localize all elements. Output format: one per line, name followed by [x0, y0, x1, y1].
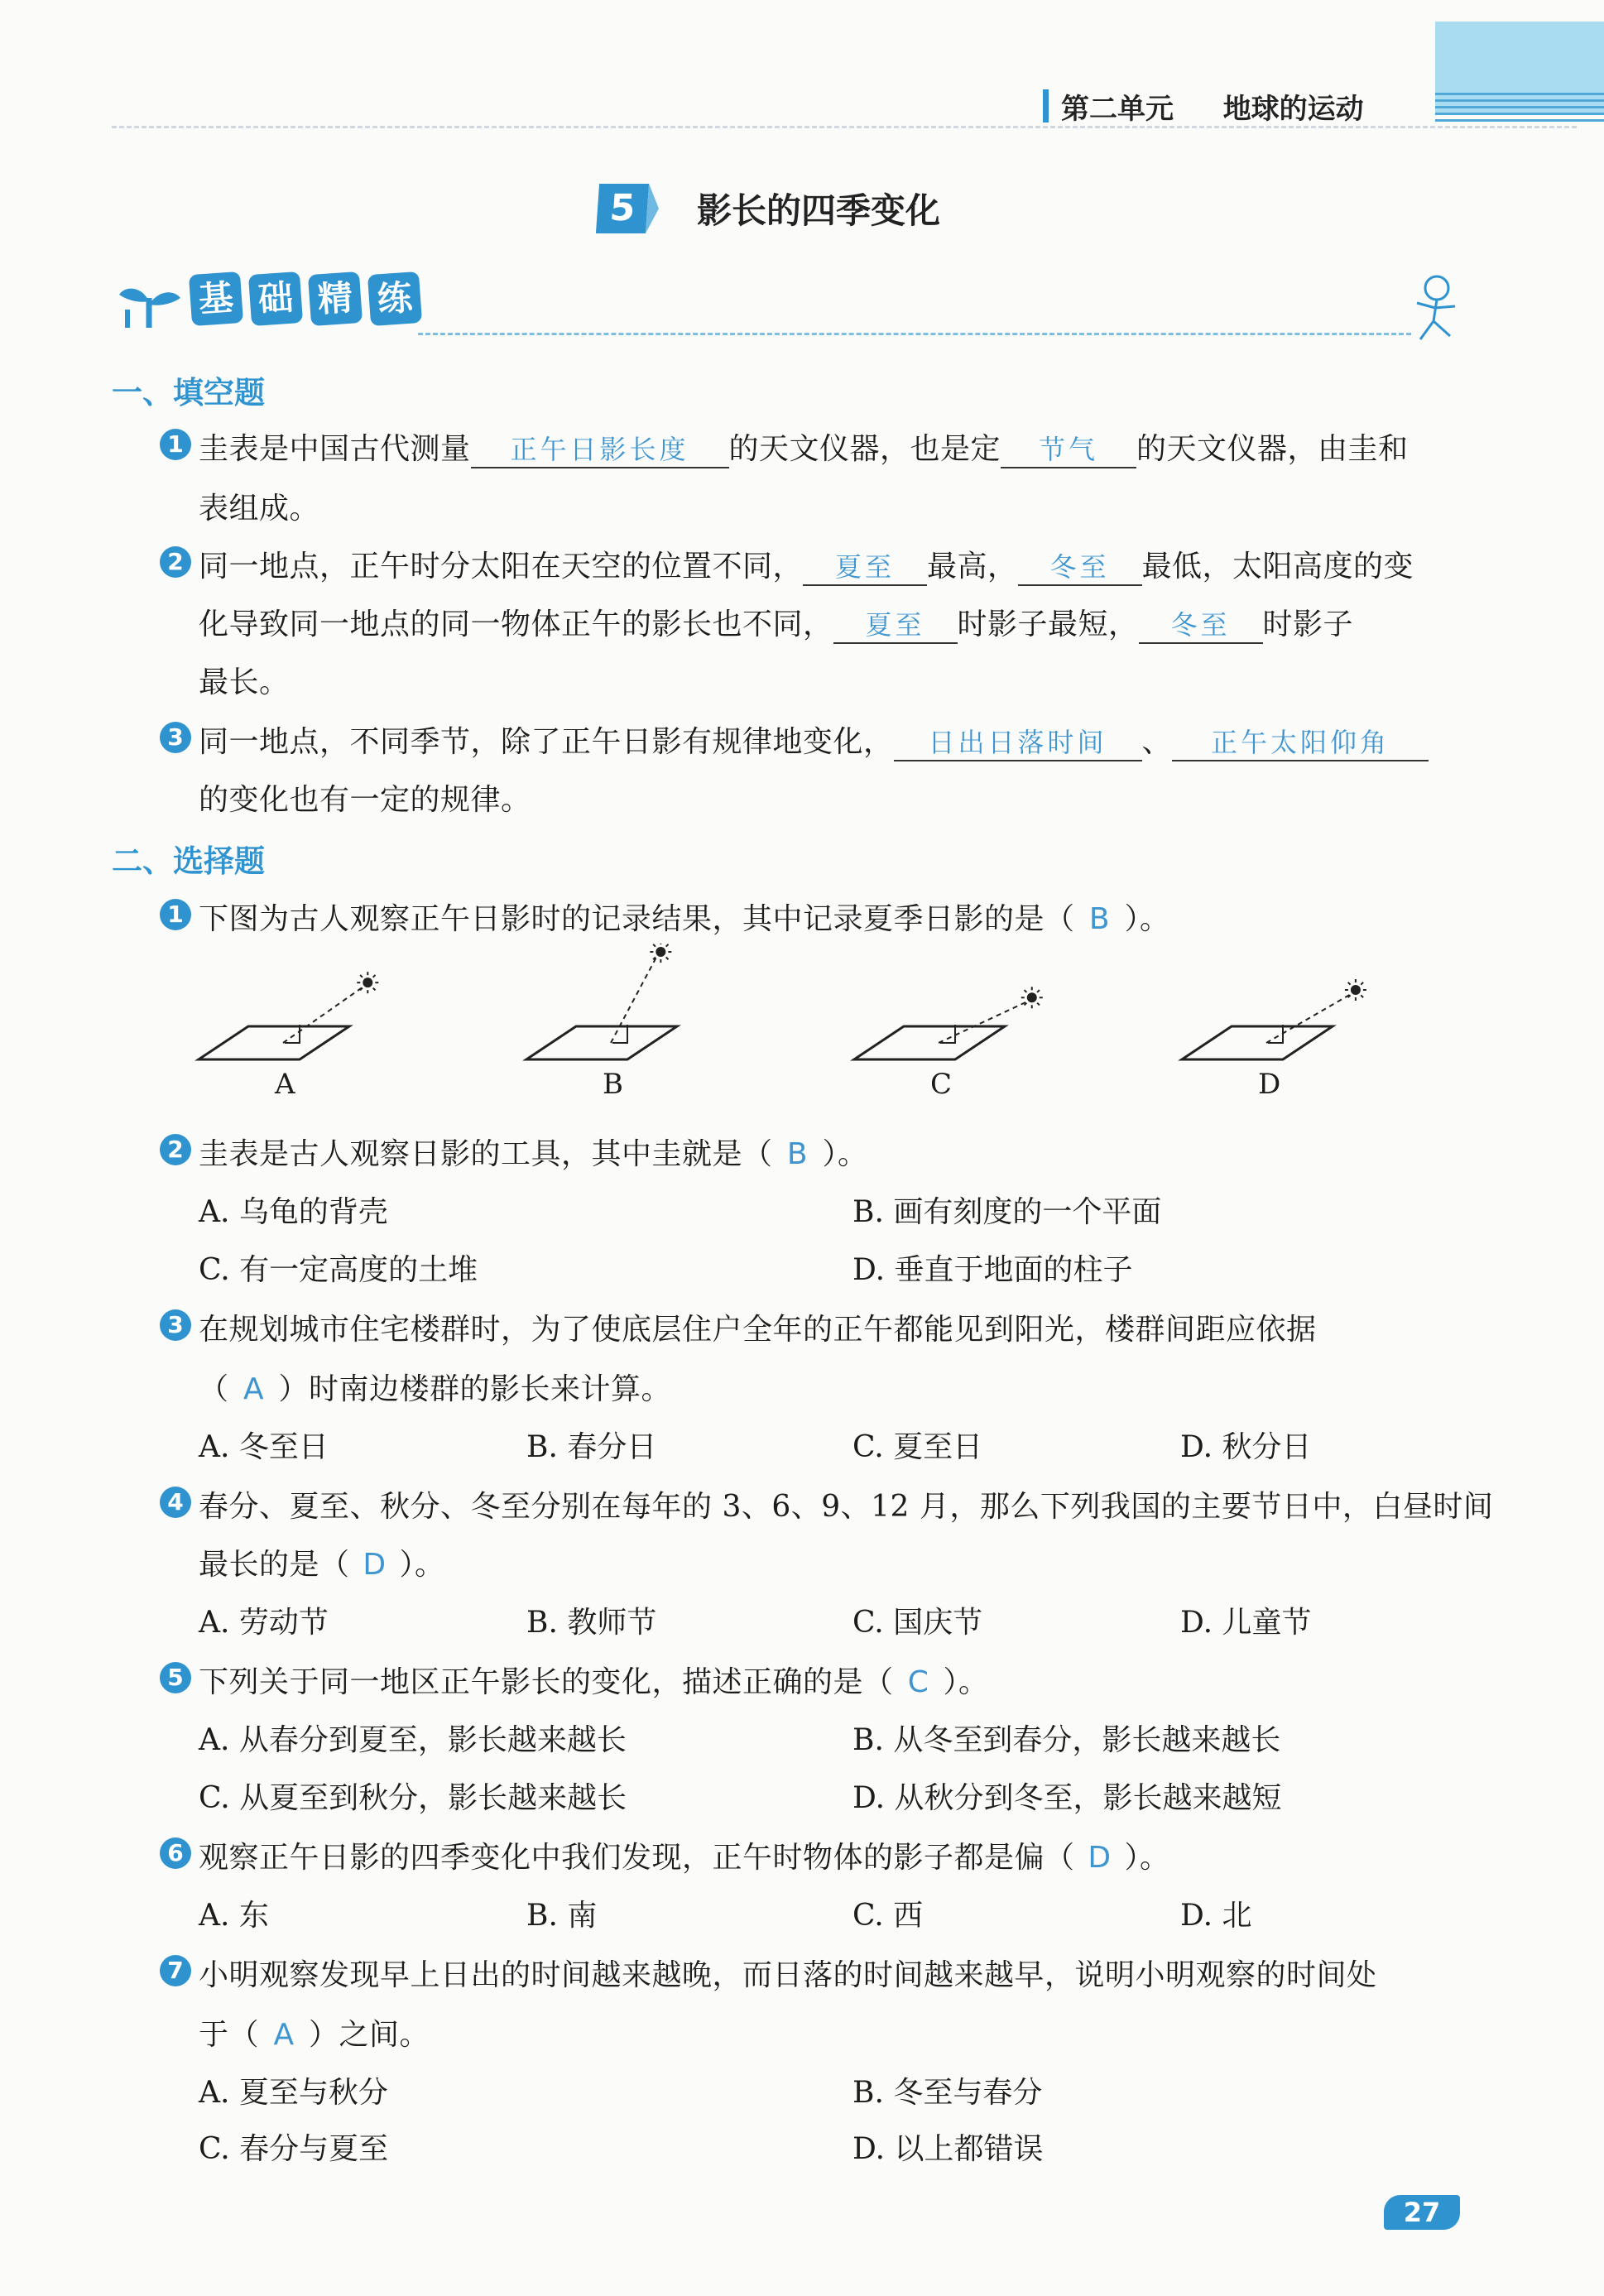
- question-number: 1: [160, 429, 191, 460]
- banner-char-3: 精: [308, 271, 363, 326]
- banner-divider: [418, 333, 1411, 335]
- lesson-number-badge: 5: [596, 184, 649, 233]
- unit-header: [1061, 86, 1364, 127]
- option-c: C. 国庆节: [852, 1606, 983, 1640]
- option-a: A. 劳动节: [199, 1606, 329, 1640]
- choice-q6-line1: 观察正午日影的四季变化中我们发现，正午时物体的影子都是偏（ D ）。: [199, 1841, 1170, 1875]
- choice-q7-line2: 于（ A ）之间。: [199, 2018, 430, 2052]
- choice-q1-line1: 下图为古人观察正午日影时的记录结果，其中记录夏季日影的是（ B ）。: [199, 902, 1170, 936]
- option-c: C. 春分与夏至: [199, 2132, 389, 2166]
- option-b: B. 春分日: [526, 1430, 657, 1464]
- fill-blank: 正午日影长度: [471, 429, 729, 468]
- choice-q3-line1: 在规划城市住宅楼群时，为了使底层住户全年的正午都能见到阳光，楼群间距应依据: [199, 1313, 1317, 1347]
- option-b: B. 画有刻度的一个平面: [852, 1195, 1162, 1229]
- answer: A: [273, 2018, 295, 2052]
- fill-blank: 夏至: [803, 546, 927, 586]
- sundial-figure: [854, 987, 1043, 1059]
- question-number: 3: [160, 1309, 191, 1341]
- option-b: B. 从冬至到春分，影长越来越长: [852, 1723, 1281, 1757]
- sprout-icon: [116, 280, 182, 329]
- option-c: C. 从夏至到秋分，影长越来越长: [199, 1781, 627, 1815]
- option-d: D. 秋分日: [1180, 1430, 1312, 1464]
- sundial-figure: [199, 972, 378, 1059]
- option-b: B. 冬至与春分: [852, 2076, 1043, 2110]
- option-d: D. 北: [1180, 1899, 1252, 1933]
- header-accent-bar: [1043, 89, 1049, 122]
- option-a: A. 冬至日: [199, 1430, 329, 1464]
- page-number: 27: [1384, 2195, 1460, 2230]
- option-a: A. 从春分到夏至，影长越来越长: [199, 1723, 627, 1757]
- answer: B: [786, 1137, 809, 1171]
- fill-q2-line1: 同一地点，正午时分太阳在天空的位置不同， 夏至 最高， 冬至 最低，太阳高度的变: [199, 543, 1414, 586]
- running-kid-icon: [1407, 273, 1465, 348]
- fill-q1-line1: 圭表是中国古代测量 正午日影长度 的天文仪器，也是定 节气 的天文仪器，由圭和: [199, 425, 1409, 468]
- header-decor-stripes: [1435, 93, 1604, 126]
- fill-blank: 夏至: [833, 604, 958, 644]
- fill-blank: 冬至: [1139, 604, 1263, 644]
- fill-blank: 冬至: [1018, 546, 1142, 586]
- option-d: D. 从秋分到冬至，影长越来越短: [852, 1781, 1282, 1815]
- option-a: A. 东: [199, 1899, 269, 1933]
- figure-label-b: B: [603, 1068, 623, 1101]
- choice-q4-line2: 最长的是（ D ）。: [199, 1548, 445, 1582]
- answer: D: [363, 1548, 387, 1582]
- banner-char-2: 础: [248, 271, 303, 326]
- choice-q3-line2: （ A ）时南边楼群的影长来计算。: [199, 1372, 672, 1406]
- answer: B: [1088, 902, 1111, 936]
- question-number: 5: [160, 1662, 191, 1693]
- fill-q2-line2: 化导致同一地点的同一物体正午的影长也不同， 夏至 时影子最短， 冬至 时影子: [199, 601, 1353, 644]
- fill-q1-line2: 表组成。: [199, 492, 320, 526]
- fill-blank: 日出日落时间: [894, 722, 1142, 761]
- fill-q2-line3: 最长。: [199, 665, 290, 699]
- question-number: 1: [160, 899, 191, 930]
- choice-q5-line1: 下列关于同一地区正午影长的变化，描述正确的是（ C ）。: [199, 1665, 989, 1699]
- question-number: 2: [160, 1134, 191, 1165]
- option-b: B. 教师节: [526, 1606, 657, 1640]
- fill-blank: 正午太阳仰角: [1172, 722, 1429, 761]
- answer: D: [1088, 1841, 1112, 1875]
- option-a: A. 夏至与秋分: [199, 2076, 388, 2110]
- sun-icon: [656, 947, 665, 957]
- fill-blank: 节气: [1001, 429, 1136, 468]
- unit-title: 地球的运动: [1222, 93, 1364, 126]
- answer: C: [907, 1665, 929, 1699]
- question-number: 2: [160, 546, 191, 578]
- option-c: C. 有一定高度的土堆: [199, 1253, 478, 1287]
- option-d: D. 儿童节: [1180, 1606, 1312, 1640]
- option-a: A. 乌龟的背壳: [199, 1195, 388, 1229]
- choice-q4-line1: 春分、夏至、秋分、冬至分别在每年的 3、6、9、12 月，那么下列我国的主要节日中，白昼时间: [199, 1490, 1494, 1524]
- option-c: C. 夏至日: [852, 1430, 983, 1464]
- fill-q3-line1: 同一地点，不同季节，除了正午日影有规律地变化， 日出日落时间 、 正午太阳仰角: [199, 718, 1429, 761]
- option-d: D. 垂直于地面的柱子: [852, 1253, 1133, 1287]
- sun-icon: [1027, 992, 1037, 1002]
- section-fill-in-title: 一、填空题: [112, 375, 265, 411]
- header-divider: [112, 126, 1577, 128]
- banner-char-1: 基: [189, 271, 243, 326]
- fill-q3-line2: 的变化也有一定的规律。: [199, 783, 531, 817]
- sundial-figure: [1182, 979, 1366, 1059]
- choice-q2-line1: 圭表是古人观察日影的工具，其中圭就是（ B ）。: [199, 1137, 868, 1171]
- banner-char-4: 练: [367, 271, 422, 326]
- sun-icon: [363, 977, 372, 987]
- question-number: 4: [160, 1487, 191, 1518]
- answer: A: [243, 1372, 265, 1406]
- sundial-figure: [526, 944, 677, 1059]
- lesson-title: 影长的四季变化: [697, 190, 941, 231]
- question-number: 3: [160, 722, 191, 753]
- unit-label: 第二单元: [1061, 93, 1174, 126]
- figure-label-d: D: [1258, 1068, 1281, 1101]
- sun-icon: [1351, 985, 1361, 995]
- option-c: C. 西: [852, 1899, 924, 1933]
- choice-q7-line1: 小明观察发现早上日出的时间越来越晚，而日落的时间越来越早，说明小明观察的时间处: [199, 1958, 1377, 1992]
- section-choice-title: 二、选择题: [112, 843, 265, 879]
- option-d: D. 以上都错误: [852, 2132, 1044, 2166]
- figure-label-c: C: [930, 1068, 953, 1101]
- shadow-figures: [190, 944, 1432, 1084]
- figure-label-a: A: [275, 1068, 295, 1101]
- question-number: 7: [160, 1955, 191, 1986]
- question-number: 6: [160, 1837, 191, 1869]
- option-b: B. 南: [526, 1899, 598, 1933]
